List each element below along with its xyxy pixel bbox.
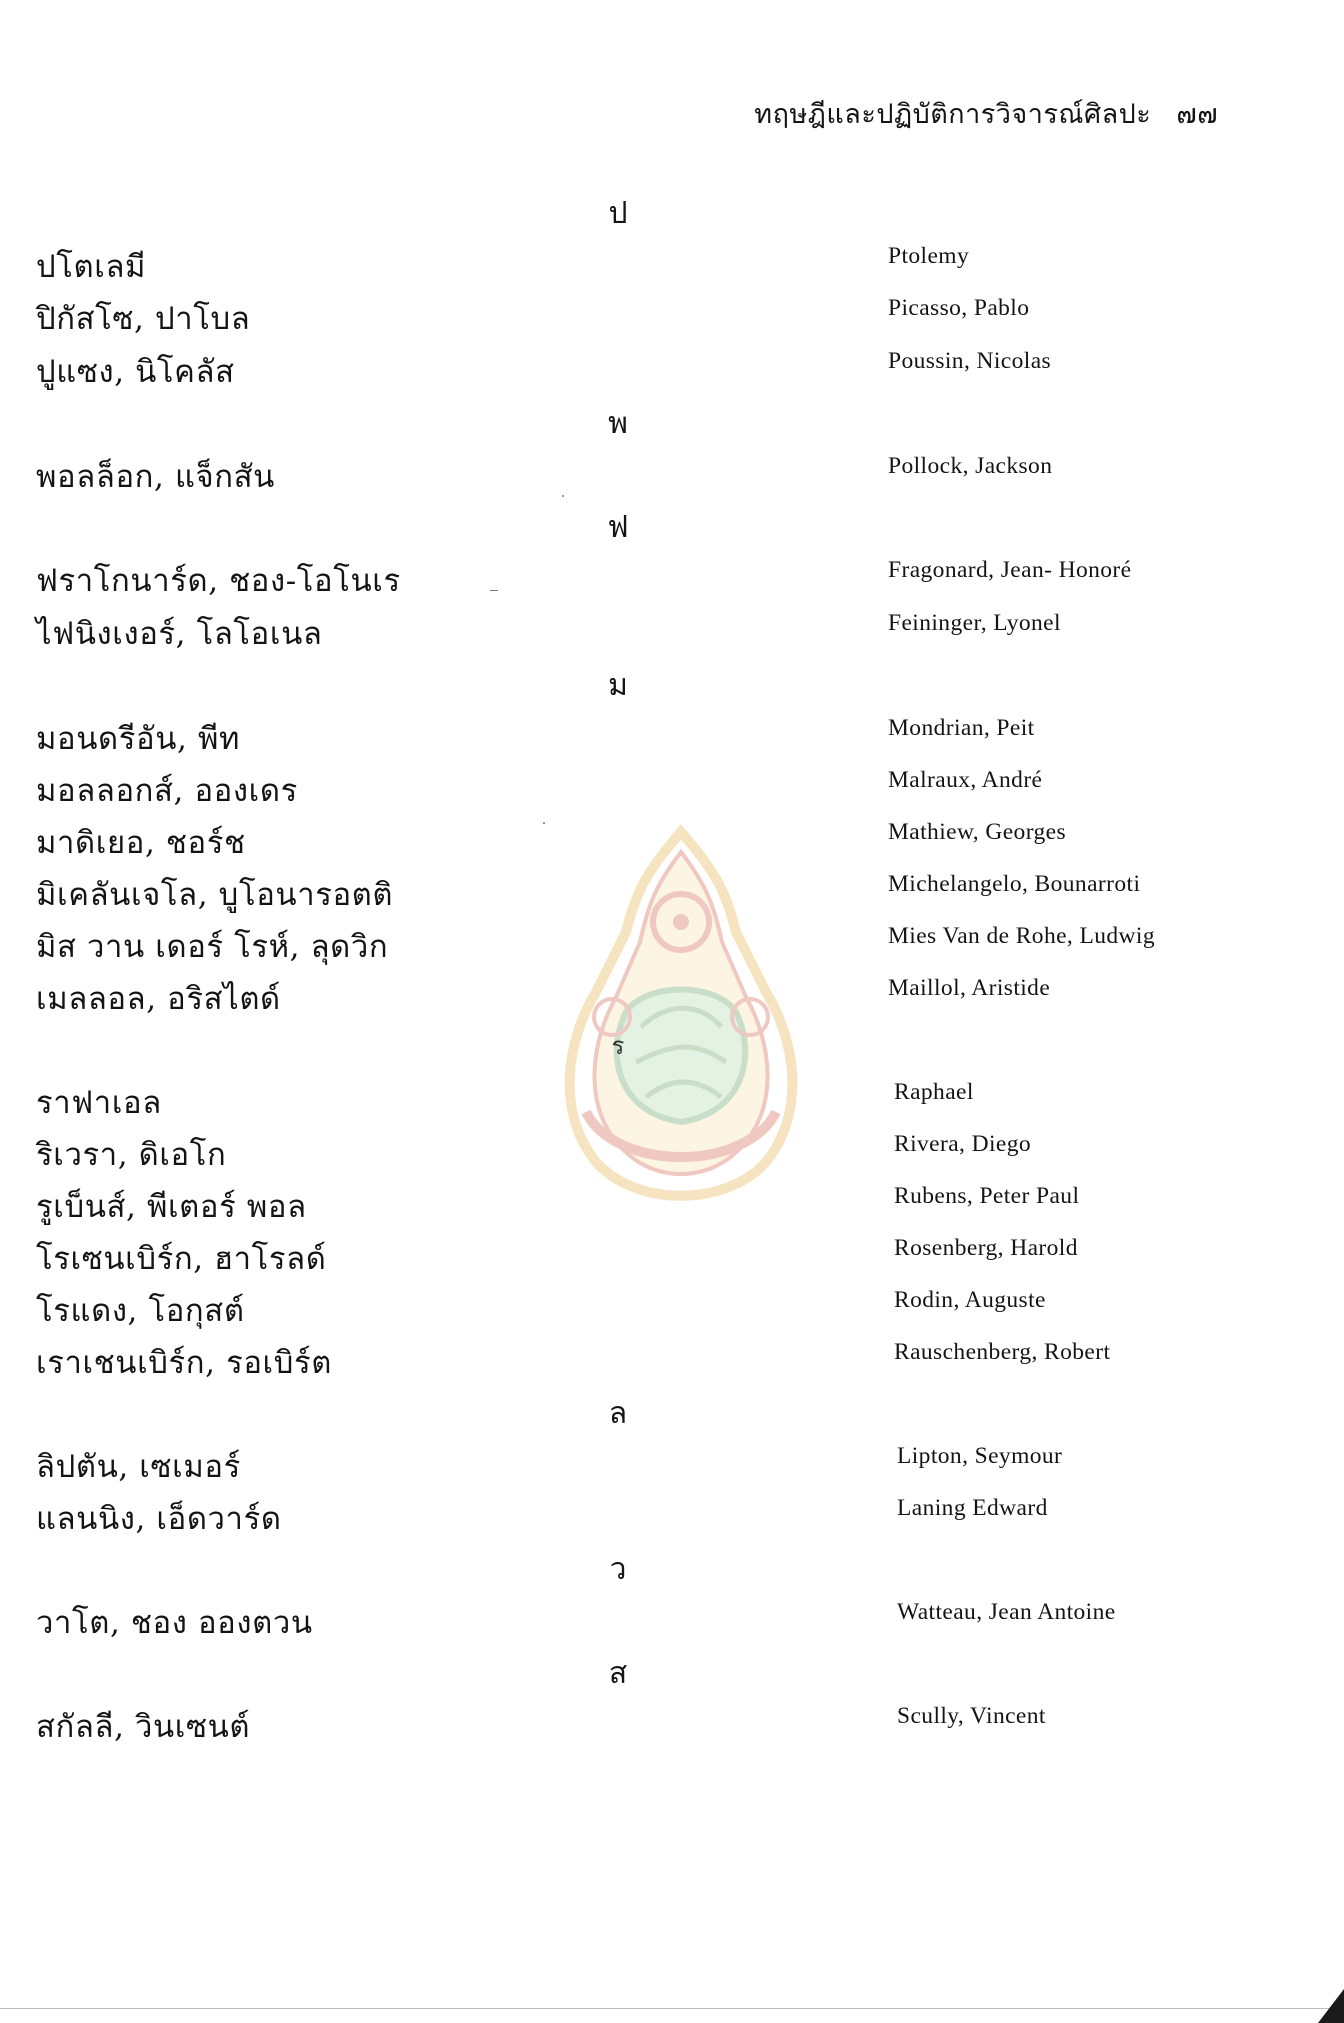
entry-english: Raphael xyxy=(894,1079,974,1105)
entry-thai: เมลลอล, อริสไตด์ xyxy=(36,981,281,1017)
entry-thai: ริเวรา, ดิเอโก xyxy=(36,1137,227,1173)
entry-english: Mathiew, Georges xyxy=(888,819,1067,845)
entry-thai: ฟราโกนาร์ด, ชอง-โอโนเร xyxy=(36,563,401,599)
entry-english: Mies Van de Rohe, Ludwig xyxy=(888,923,1155,949)
entry-thai: มิส วาน เดอร์ โรห์, ลุดวิก xyxy=(36,929,389,965)
entry-thai: โรแดง, โอกุสต์ xyxy=(36,1293,245,1329)
section-letter: ป xyxy=(608,196,628,231)
section-letter: ว xyxy=(609,1552,627,1587)
entry-thai: แลนนิง, เอ็ดวาร์ด xyxy=(36,1501,282,1537)
entry-english: Rauschenberg, Robert xyxy=(894,1339,1111,1365)
entry-thai: โรเซนเบิร์ก, ฮาโรลด์ xyxy=(36,1241,327,1277)
scan-speck xyxy=(543,822,545,824)
header-title: ทฤษฎีและปฏิบัติการวิจารณ์ศิลปะ xyxy=(754,99,1152,130)
page-number: ๗๗ xyxy=(1176,99,1218,130)
entry-thai: รูเบ็นส์, พีเตอร์ พอล xyxy=(36,1189,307,1225)
entry-thai: ไฟนิงเงอร์, โลโอเนล xyxy=(36,616,323,652)
entry-english: Rubens, Peter Paul xyxy=(894,1183,1080,1209)
entry-english: Maillol, Aristide xyxy=(888,975,1051,1001)
entry-thai: ปูแซง, นิโคลัส xyxy=(36,354,235,390)
entry-thai: มาดิเยอ, ชอร์ช xyxy=(36,825,246,861)
entry-english: Fragonard, Jean- Honoré xyxy=(888,557,1132,583)
entry-thai: สกัลลี, วินเซนต์ xyxy=(36,1709,251,1745)
entry-english: Pollock, Jackson xyxy=(888,453,1053,479)
entry-thai: ลิปตัน, เซเมอร์ xyxy=(36,1449,241,1485)
entry-english: Feininger, Lyonel xyxy=(888,610,1061,636)
entry-english: Mondrian, Peit xyxy=(888,715,1035,741)
entry-english: Picasso, Pablo xyxy=(888,295,1030,321)
scan-speck xyxy=(562,495,564,497)
section-letter: ฟ xyxy=(607,510,629,545)
entry-english: Watteau, Jean Antoine xyxy=(897,1599,1116,1625)
entry-english: Rosenberg, Harold xyxy=(894,1235,1078,1261)
running-header xyxy=(754,92,1218,135)
section-letter: ม xyxy=(608,668,628,703)
section-letter: ส xyxy=(608,1656,628,1691)
entry-english: Lipton, Seymour xyxy=(897,1443,1063,1469)
entry-thai: มอนดรีอัน, พีท xyxy=(36,721,241,757)
entry-english: Malraux, André xyxy=(888,767,1043,793)
entry-thai: ราฟาเอล xyxy=(36,1085,162,1121)
entry-thai: ปิกัสโซ, ปาโบล xyxy=(36,301,251,337)
entry-thai: มิเคลันเจโล, บูโอนารอตติ xyxy=(36,877,394,913)
seal-watermark xyxy=(526,812,836,1212)
scan-speck xyxy=(490,590,498,591)
entry-english: Michelangelo, Bounarroti xyxy=(888,871,1141,897)
entry-english: Ptolemy xyxy=(888,243,970,269)
entry-english: Scully, Vincent xyxy=(897,1703,1046,1729)
page-corner xyxy=(1318,1989,1344,2023)
entry-english: Rivera, Diego xyxy=(894,1131,1032,1157)
entry-thai: มอลลอกส์, อองเดร xyxy=(36,773,298,809)
entry-english: Poussin, Nicolas xyxy=(888,348,1052,374)
entry-english: Laning Edward xyxy=(897,1495,1048,1521)
section-letter: ร xyxy=(611,1032,625,1060)
section-letter: พ xyxy=(608,406,628,441)
entry-english: Rodin, Auguste xyxy=(894,1287,1046,1313)
entry-thai: วาโต, ชอง อองตวน xyxy=(36,1605,313,1641)
entry-thai: เราเชนเบิร์ก, รอเบิร์ต xyxy=(36,1345,333,1381)
section-letter: ล xyxy=(608,1396,628,1431)
scan-edge-line xyxy=(0,2008,1344,2009)
entry-thai: ปโตเลมี xyxy=(36,249,147,285)
entry-thai: พอลล็อก, แจ็กสัน xyxy=(36,459,275,495)
